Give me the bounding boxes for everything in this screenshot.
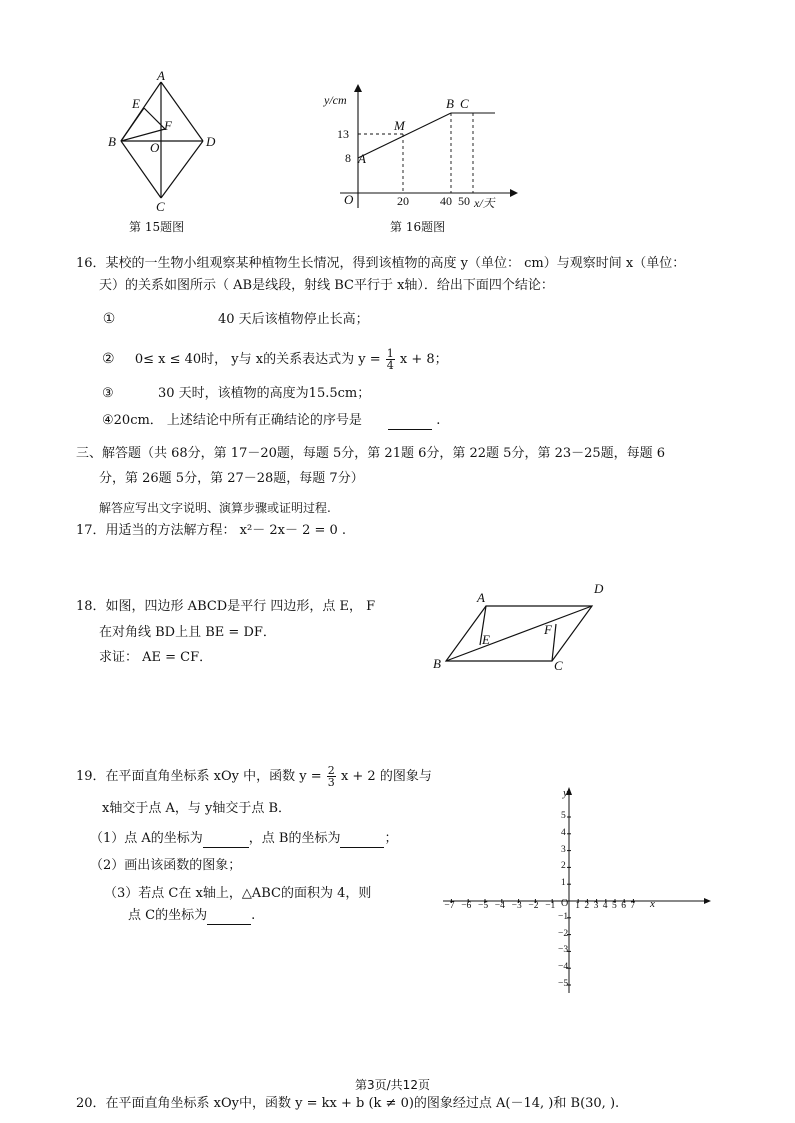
q19-sub2: （2）画出该函数的图象；: [90, 858, 242, 873]
q19-sub1-c: ；: [384, 831, 398, 846]
grid-x-tick-label: 3: [593, 901, 599, 911]
fig18-label-b: B: [433, 656, 441, 671]
section3-instruction: 解答应写出文字说明、演算步骤或证明过程.: [99, 501, 331, 515]
grid-y-tick-label: −1: [558, 911, 569, 922]
fig15-caption: 第 15题图: [129, 220, 185, 234]
section3-line2: 分，第 26题 5分，第 27－28题，每题 7分）: [99, 471, 364, 486]
fig16-y-axis-label: y/cm: [324, 93, 347, 107]
q19-sub1-a: （1）点 A的坐标为: [90, 831, 203, 846]
grid-x-tick-label: −7: [444, 901, 455, 911]
fig16-point-c: C: [460, 96, 469, 111]
grid-y-tick-label: 4: [561, 827, 566, 838]
grid-x-tick-label: −5: [478, 901, 489, 911]
q19-line2: x轴交于点 A，与 y轴交于点 B．: [102, 801, 292, 816]
q16-choice4-text: ④20cm． 上述结论中所有正确结论的序号是: [102, 413, 362, 428]
q19-sub3-line1: （3）若点 C在 x轴上，△ABC的面积为 4，则: [104, 886, 372, 901]
grid-origin: O: [561, 898, 569, 909]
fig18-label-e: E: [482, 632, 490, 647]
grid-y-tick-label: −3: [558, 945, 569, 956]
grid-x-tick-label: −4: [494, 901, 505, 911]
fig16-point-a: A: [358, 151, 366, 166]
fig18-label-a: A: [477, 590, 485, 605]
fig16-y-tick-13: 13: [337, 127, 349, 141]
fig16-x-axis-label: x/天: [474, 196, 495, 210]
grid-x-tick-label: −2: [528, 901, 539, 911]
grid-x-tick-label: −3: [511, 901, 522, 911]
q19-sub1-b: ，点 B的坐标为: [248, 831, 341, 846]
section3-line1: 三、解答题（共 68分，第 17－20题，每题 5分，第 21题 6分，第 22题 5分，第 23－25题，每题 6: [76, 446, 666, 461]
grid-x-tick-label: −6: [461, 901, 472, 911]
fig15-label-b: B: [108, 134, 116, 149]
q16-choice3-text: 30 天时，该植物的高度为15.5cm；: [158, 386, 371, 401]
q16-choice2-post: x + 8；: [399, 352, 448, 367]
q16-stem-line2: 天）的关系如图所示（ AB是线段，射线 BC平行于 x轴）．给出下面四个结论：: [99, 278, 554, 293]
fig15-label-c: C: [156, 199, 165, 214]
fig16-point-m: M: [394, 118, 405, 133]
q18-line2: 在对角线 BD上且 BE = DF．: [99, 625, 276, 640]
grid-x-tick-label: 2: [584, 901, 590, 911]
grid-x-arrow: [704, 898, 711, 904]
grid-y-tick-label: 2: [561, 861, 566, 872]
q16-choice1-text: 40 天后该植物停止长高；: [218, 312, 369, 327]
q16-choice2-mark: ②: [102, 351, 115, 367]
fig15-label-a: A: [157, 68, 165, 83]
grid-x-tick-label: 6: [621, 901, 626, 911]
grid-x-tick-label: 5: [612, 901, 617, 911]
fig15-label-f: F: [164, 118, 172, 133]
q18-line1: 18．如图，四边形 ABCD是平行 四边形，点 E， F: [76, 599, 376, 614]
q19-sub3-text: 点 C的坐标为: [128, 908, 208, 923]
q16-choice3-mark: ③: [102, 386, 114, 401]
fig16-x-tick-40: 40: [440, 194, 452, 208]
q16-choice2-pre: 0≤ x ≤ 40时， y与 x的关系表达式为 y =: [134, 352, 381, 367]
q18-line3: 求证： AE = CF．: [99, 650, 213, 665]
fig18-label-d: D: [594, 581, 604, 596]
grid-x-tick-label: 1: [575, 901, 580, 911]
grid-y-tick-label: 3: [561, 844, 566, 855]
q16-choice1-mark: ①: [102, 311, 116, 327]
grid-x-label: x: [650, 898, 655, 910]
q17-text: 17．用适当的方法解方程： x²－ 2x－ 2 = 0 .: [76, 523, 347, 538]
fig16-x-tick-20: 20: [397, 194, 409, 208]
grid-y-tick-label: −5: [558, 979, 569, 989]
page-footer: 第3页/共12页: [355, 1078, 430, 1092]
grid-x-tick-label: −1: [545, 901, 556, 911]
fig15-label-e: E: [132, 96, 140, 111]
q19-line1-pre: 19．在平面直角坐标系 xOy 中，函数 y =: [76, 769, 322, 784]
fig16-y-tick-8: 8: [345, 151, 351, 165]
fig18-label-f: F: [544, 622, 552, 637]
grid-y-tick-label: −4: [558, 962, 569, 973]
q16-stem-line1: 16．某校的一生物小组观察某种植物生长情况，得到该植物的高度 y（单位： cm）与观察时间 x（单位：: [76, 256, 686, 271]
q19-sub3-end: .: [251, 908, 256, 923]
grid-y-label: y: [563, 787, 568, 799]
q19-fraction: $\frac{2}{3}$: [327, 764, 335, 789]
q16-choice2-fraction: $\frac{1}{4}$: [386, 347, 394, 372]
grid-x-tick-label: 7: [630, 901, 636, 911]
grid-y-tick-label: −2: [558, 928, 569, 939]
q16-choice4-end: .: [436, 413, 441, 428]
fig16-x-tick-50: 50: [458, 194, 470, 208]
fig16-origin: O: [344, 192, 354, 207]
fig16-point-b: B: [446, 96, 454, 111]
fig18-label-c: C: [554, 658, 563, 673]
q19-line1-post: x + 2 的图象与: [340, 769, 432, 784]
fig15-label-o: O: [150, 140, 160, 155]
grid-y-tick-label: 5: [561, 811, 566, 821]
grid-y-tick-label: 1: [561, 878, 566, 889]
q20-text: 20．在平面直角坐标系 xOy中，函数 y = kx + b (k ≠ 0)的图象经过点 A(－14, )和 B(30, ).: [76, 1096, 620, 1111]
grid-x-tick-label: 4: [602, 901, 608, 911]
fig15-label-d: D: [206, 134, 216, 149]
fig16-caption: 第 16题图: [390, 220, 446, 234]
